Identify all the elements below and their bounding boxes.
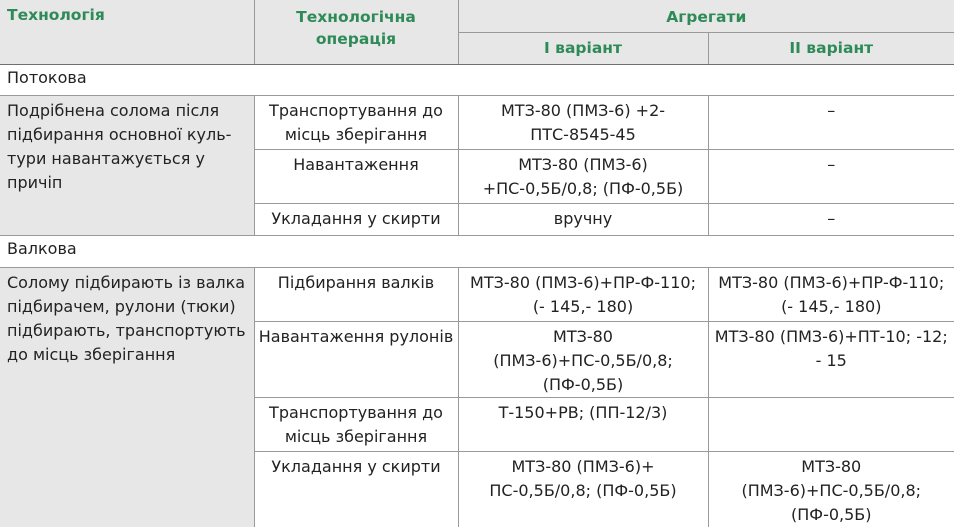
variant-2-cell: МТЗ-80 (ПМЗ-6)+ПТ-10; -12; - 15 bbox=[708, 321, 954, 397]
section-title-flow: Потокова bbox=[0, 64, 954, 95]
header-operation: Технологічна операція bbox=[254, 0, 458, 64]
variant-1-cell: вручну bbox=[458, 203, 708, 235]
section-title-windrow: Валкова bbox=[0, 235, 954, 267]
section-description-flow: Подрібнена солома після підбирання основної куль-тури навантажується у причіп bbox=[0, 95, 254, 235]
variant-2-cell: МТЗ-80 (ПМЗ-6)+ПС-0,5Б/0,8; (ПФ-0,5Б) bbox=[741, 456, 922, 524]
operation-cell: Укладання у скирти bbox=[254, 451, 458, 527]
operation-cell: Навантаження bbox=[254, 149, 458, 203]
section-description-windrow: Солому підбирають із валка підбирачем, рулони (тюки) підбирають, транспортують до місць зберігання bbox=[0, 267, 254, 527]
variant-1-cell: МТЗ-80 (ПМЗ-6)+ПС-0,5Б/0,8;(ПФ-0,5Б) bbox=[458, 321, 708, 397]
operation-cell: Транспортування до місць зберігання bbox=[254, 95, 458, 149]
variant-1-cell: МТЗ-80 (ПМЗ-6)+ПР-Ф-110; (- 145,- 180) bbox=[458, 267, 708, 321]
variant-2-cell: – bbox=[708, 149, 954, 203]
header-variant-1: І варіант bbox=[458, 32, 708, 64]
header-aggregates: Агрегати bbox=[458, 0, 954, 32]
operation-cell: Навантаження рулонів bbox=[254, 321, 458, 397]
operation-cell: Транспортування до місць зберігання bbox=[254, 397, 458, 451]
variant-1-cell: МТЗ-80 (ПМЗ-6) +2-ПТС-8545-45 bbox=[458, 95, 708, 149]
operation-cell: Укладання у скирти bbox=[254, 203, 458, 235]
variant-2-cell: – bbox=[708, 95, 954, 149]
header-technology: Технологія bbox=[0, 0, 254, 64]
variant-1-cell: МТЗ-80 (ПМЗ-6)+ ПС-0,5Б/0,8; (ПФ-0,5Б) bbox=[458, 451, 708, 527]
variant-2-cell bbox=[708, 397, 954, 451]
variant-1-cell: МТЗ-80 (ПМЗ-6) +ПС-0,5Б/0,8; (ПФ-0,5Б) bbox=[458, 149, 708, 203]
variant-2-cell: МТЗ-80 (ПМЗ-6)+ПР-Ф-110; (- 145,- 180) bbox=[708, 267, 954, 321]
operation-cell: Підбирання валків bbox=[254, 267, 458, 321]
variant-1-cell: Т-150+РВ; (ПП-12/3) bbox=[458, 397, 708, 451]
header-variant-2: ІІ варіант bbox=[708, 32, 954, 64]
variant-2-cell: – bbox=[708, 203, 954, 235]
